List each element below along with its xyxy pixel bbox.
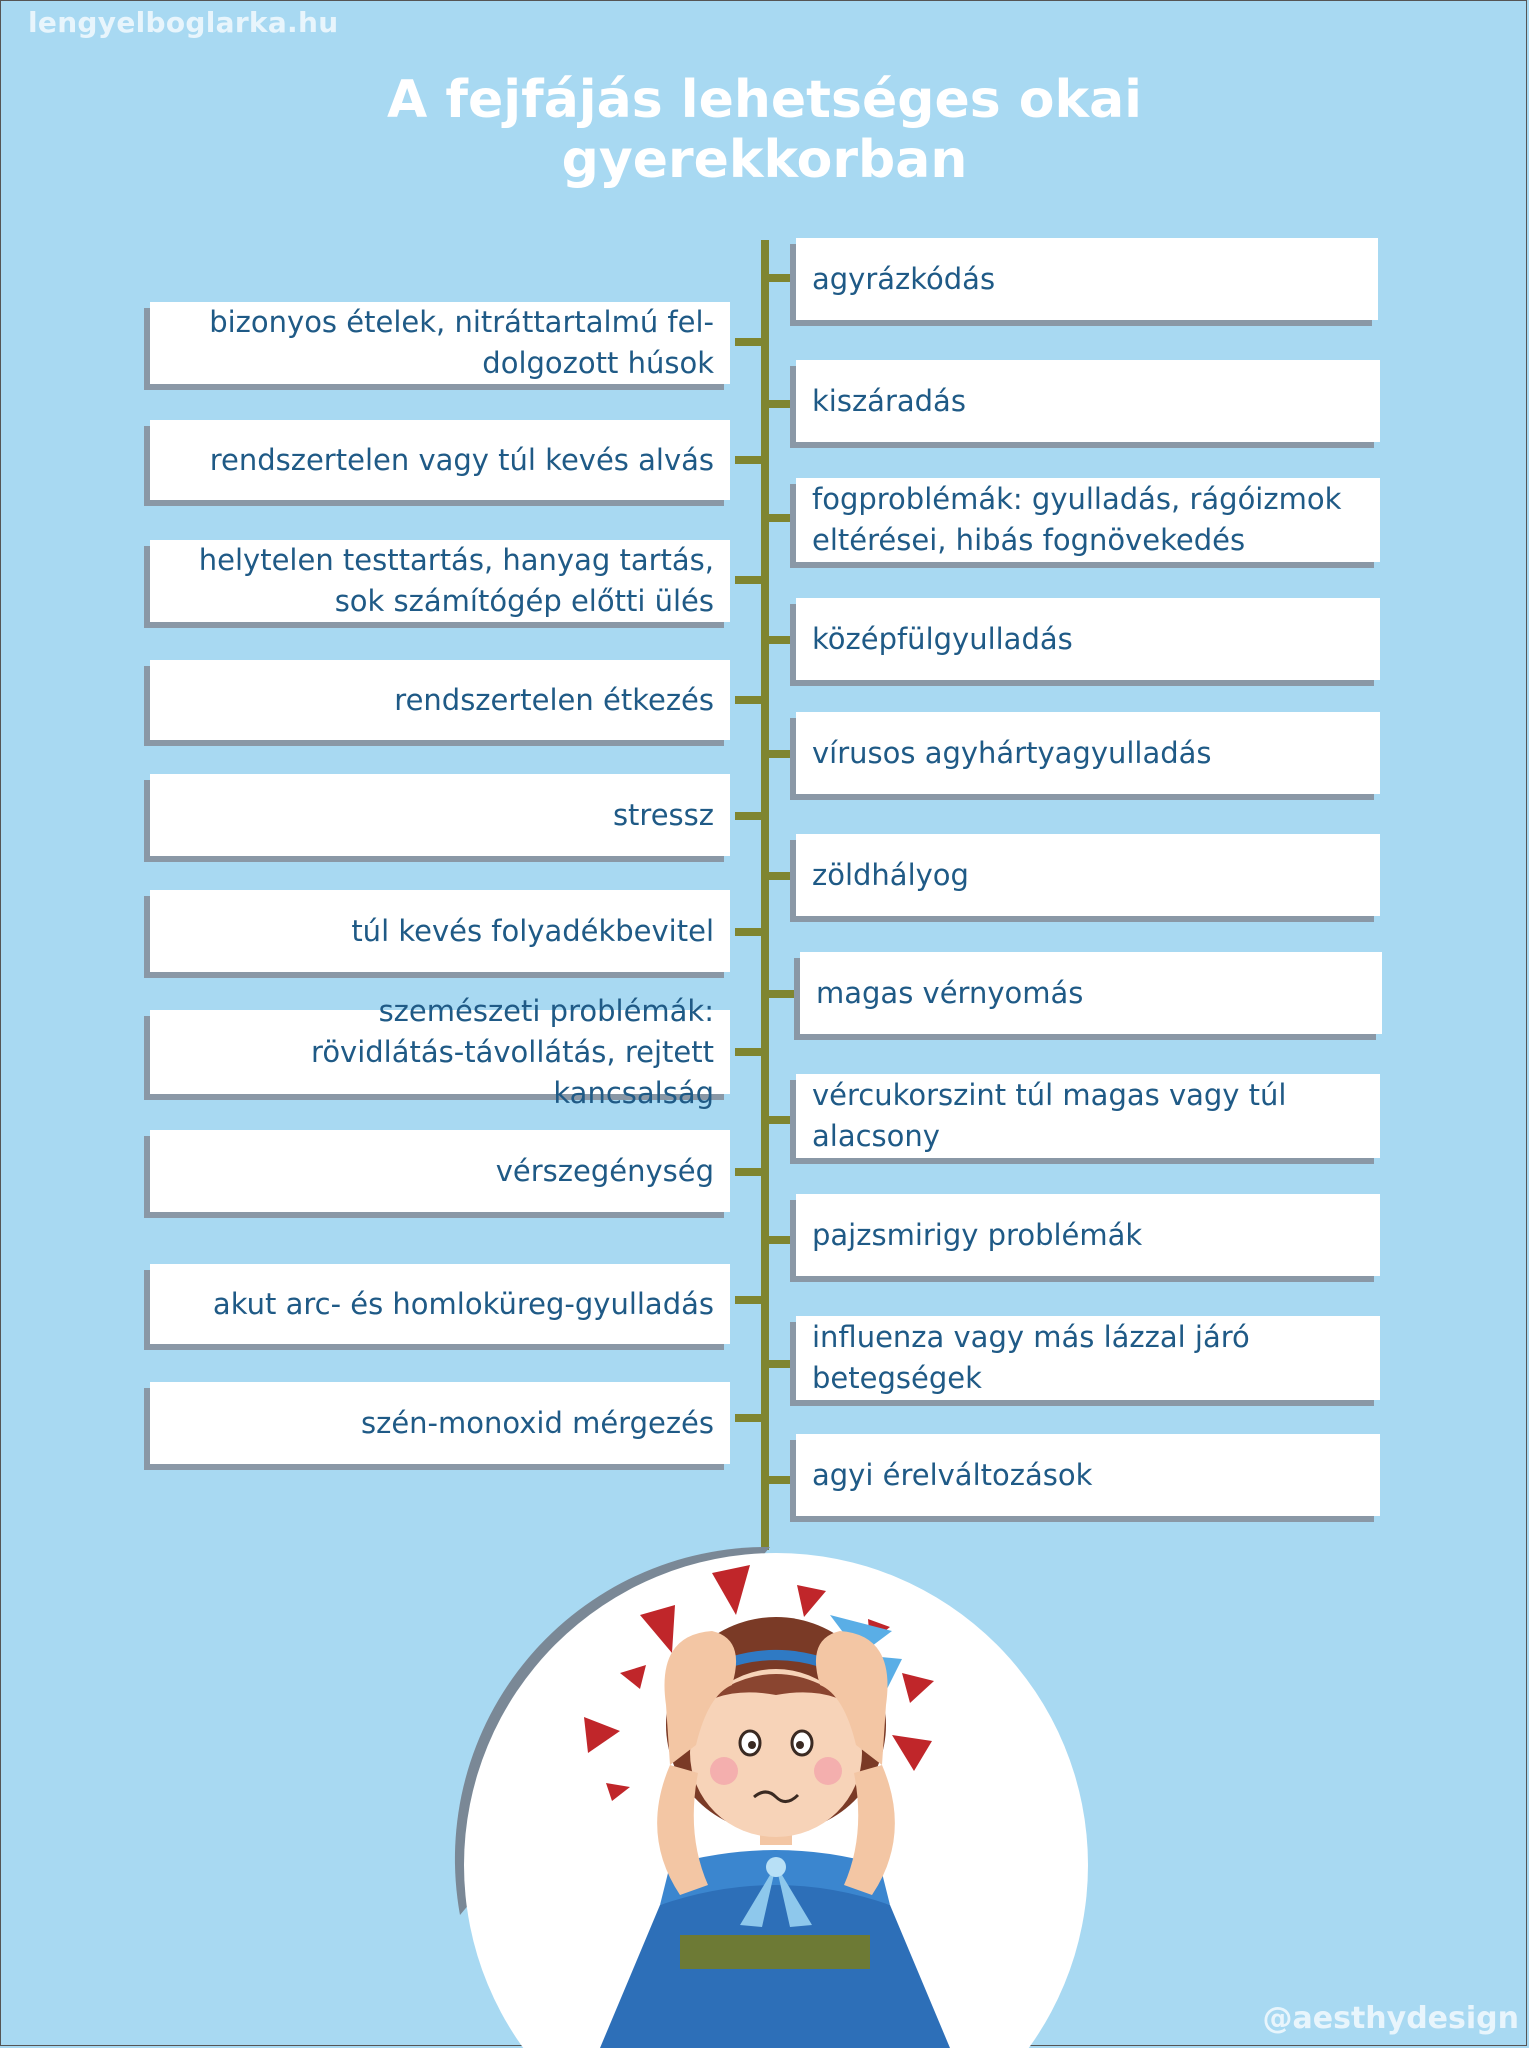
cause-box-right <box>796 1316 1380 1400</box>
site-label[interactable]: lengyelboglarka.hu <box>28 6 339 39</box>
cause-text: influenza vagy más lázzal járó betegségek <box>812 1320 1250 1395</box>
cause-box-left <box>150 1264 730 1344</box>
tick-right <box>767 274 795 282</box>
cause-text: magas vérnyomás <box>816 975 1084 1010</box>
cause-box-right <box>796 478 1380 562</box>
tick-right <box>767 1116 795 1124</box>
tick-left <box>735 338 763 346</box>
cause-text: vérszegénység <box>495 1153 714 1188</box>
cause-box-left <box>150 1382 730 1464</box>
cause-text: bizonyos ételek, nitráttartalmú fel- dolgozott húsok <box>209 305 714 380</box>
cause-box-right <box>796 598 1380 680</box>
tick-left <box>735 1414 763 1422</box>
cause-text: középfülgyulladás <box>812 621 1073 656</box>
cause-box-left <box>150 993 730 1110</box>
cause-box-right <box>796 1434 1380 1516</box>
cause-box-left <box>150 1130 730 1212</box>
cause-box-right <box>796 1194 1380 1276</box>
tick-right <box>767 1476 795 1484</box>
tick-left <box>735 456 763 464</box>
tick-right <box>767 990 795 998</box>
cause-text: kiszáradás <box>812 383 966 418</box>
child-headache-icon <box>450 1535 1090 2048</box>
tick-right <box>767 872 795 880</box>
cause-box-right <box>796 1074 1380 1158</box>
tick-right <box>767 1360 795 1368</box>
tick-right <box>767 636 795 644</box>
cause-box-right <box>796 834 1380 916</box>
cause-box-left <box>150 890 730 972</box>
cause-text: szén-monoxid mérgezés <box>360 1405 714 1440</box>
tick-left <box>735 1048 763 1056</box>
tick-left <box>735 812 763 820</box>
cause-text: agyrázkódás <box>812 261 996 296</box>
title-text: A fejfájás lehetséges okai gyerekkorban <box>387 70 1142 190</box>
cause-box-right <box>796 360 1380 442</box>
cause-box-right <box>800 952 1382 1034</box>
cause-text: pajzsmirigy problémák <box>812 1217 1143 1252</box>
cause-text: vércukorszint túl magas vagy túl alacsony <box>812 1078 1287 1153</box>
cause-text: szemészeti problémák: rövidlátás-távollátás, rejtett kancsalság <box>311 993 714 1110</box>
timeline-spine <box>761 240 769 1550</box>
tick-left <box>735 576 763 584</box>
cause-box-right <box>796 712 1380 794</box>
tick-right <box>767 750 795 758</box>
cause-box-left <box>150 420 730 500</box>
cause-text: akut arc- és homloküreg-gyulladás <box>212 1286 714 1321</box>
cause-box-left <box>150 774 730 856</box>
cause-box-left <box>150 302 730 384</box>
page-title <box>0 70 1529 190</box>
cause-text: vírusos agyhártyagyulladás <box>812 735 1212 770</box>
tick-left <box>735 696 763 704</box>
cause-text: zöldhályog <box>812 857 969 892</box>
cause-text: túl kevés folyadékbevitel <box>351 913 714 948</box>
tick-left <box>735 1168 763 1176</box>
tick-right <box>767 1236 795 1244</box>
cause-text: fogproblémák: gyulladás, rágóizmok eltérései, hibás fognövekedés <box>812 482 1342 557</box>
cause-text: stressz <box>612 797 714 832</box>
cause-text: rendszertelen étkezés <box>394 682 714 717</box>
cause-box-right <box>796 238 1378 320</box>
tick-right <box>767 400 795 408</box>
tick-right <box>767 514 795 522</box>
cause-text: agyi érelváltozások <box>812 1457 1093 1492</box>
cause-text: rendszertelen vagy túl kevés alvás <box>209 442 714 477</box>
cause-box-left <box>150 540 730 622</box>
tick-left <box>735 928 763 936</box>
credit-label: @aesthydesign <box>1262 2001 1519 2036</box>
tick-left <box>735 1296 763 1304</box>
cause-text: helytelen testtartás, hanyag tartás, sok számítógép előtti ülés <box>198 543 714 618</box>
cause-box-left <box>150 660 730 740</box>
